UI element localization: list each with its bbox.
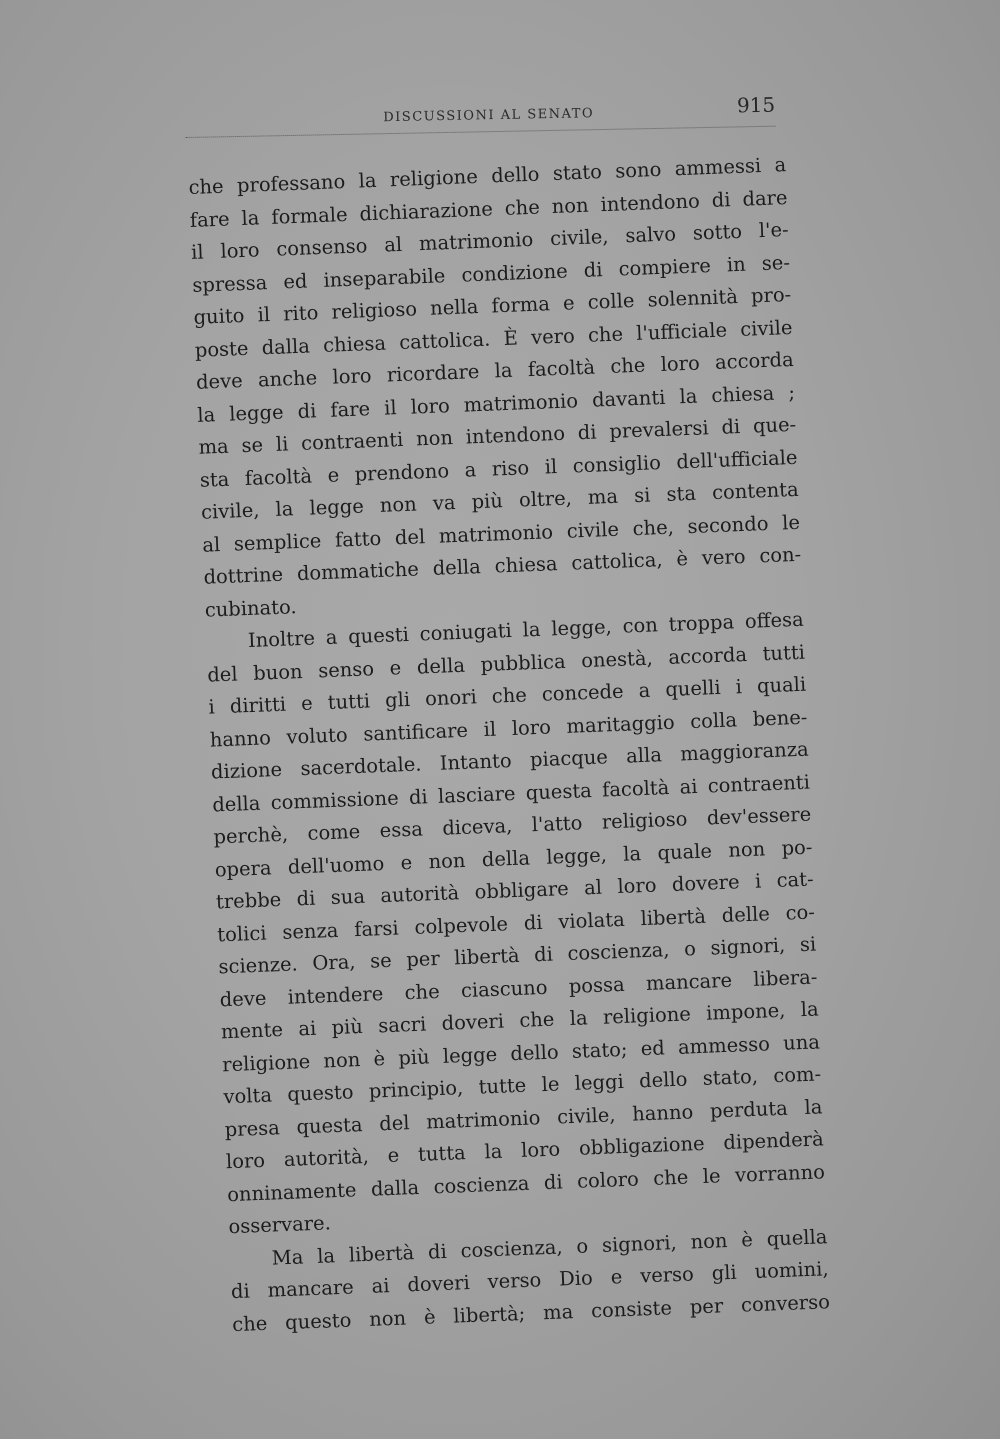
text-line: che questo non è libertà; ma consiste per converso bbox=[231, 1289, 831, 1336]
text-line: che professano la religione dello stato sono ammessi a bbox=[188, 153, 787, 199]
text-line: poste dalla chiesa cattolica. È vero che l'ufficiale civile bbox=[194, 315, 793, 362]
text-line: volta questo principio, tutte le leggi dello stato, com- bbox=[223, 1062, 822, 1109]
paragraph-end-line: osservare. bbox=[228, 1211, 332, 1239]
text-line: opera dell'uomo e non della legge, la quale non po- bbox=[214, 835, 813, 881]
text-line: scienze. Ora, se per libertà di coscienza, o signori, si bbox=[218, 932, 817, 979]
paragraph-start-line: Inoltre a questi coniugati la legge, con troppa offesa bbox=[247, 607, 805, 653]
text-line: deve anche loro ricordare la facoltà che loro accorda bbox=[195, 347, 795, 394]
text-line: deve intendere che ciascuno possa mancare libera- bbox=[219, 964, 818, 1011]
header-rule bbox=[186, 126, 776, 138]
text-line: perchè, come essa diceva, l'atto religioso dev'essere bbox=[213, 802, 812, 849]
text-line: onninamente dalla coscienza di coloro che le vorranno bbox=[226, 1159, 826, 1206]
body-text bbox=[188, 149, 830, 1341]
page-number: 915 bbox=[736, 92, 776, 118]
text-line: religione non è più legge dello stato; ed ammesso una bbox=[221, 1029, 821, 1076]
text-line: sta facoltà e prendono a riso il consiglio dell'ufficiale bbox=[199, 445, 798, 492]
text-line: di mancare ai doveri verso Dio e verso gli uomini, bbox=[230, 1257, 830, 1304]
page-header bbox=[185, 93, 776, 138]
text-line: la legge di fare il loro matrimonio davanti la chiesa ; bbox=[196, 380, 796, 427]
text-line: ma se li contraenti non intendono di prevalersi di que- bbox=[198, 412, 797, 459]
running-title: DISCUSSIONI AL SENATO bbox=[383, 106, 595, 126]
text-line: tolici senza farsi colpevole di violata libertà delle co- bbox=[216, 899, 816, 946]
text-line: dottrine dommatiche della chiesa cattolica, è vero con- bbox=[203, 542, 802, 589]
text-line: mente ai più sacri doveri che la religione impone, la bbox=[220, 997, 820, 1044]
text-line: al semplice fatto del matrimonio civile che, secondo le bbox=[201, 510, 801, 557]
text-line: trebbe di sua autorità obbligare al loro dovere i cat- bbox=[215, 867, 815, 914]
text-line: civile, la legge non va più oltre, ma si sta contenta bbox=[200, 477, 800, 524]
text-line: dizione sacerdotale. Intanto piacque alla maggioranza bbox=[210, 737, 810, 784]
text-line: hanno voluto santificare il loro maritaggio colla bene- bbox=[209, 705, 808, 752]
text-line: presa questa del matrimonio civile, hanno perduta la bbox=[224, 1094, 823, 1141]
text-line: guito il rito religioso nella forma e colle solennità pro- bbox=[193, 282, 792, 329]
text-line: i diritti e tutti gli onori che concede a quelli i quali bbox=[208, 672, 807, 719]
paragraph-start-line: Ma la libertà di coscienza, o signori, non è quella bbox=[271, 1224, 828, 1270]
text-line: del buon senso e della pubblica onestà, accorda tutti bbox=[206, 640, 806, 687]
text-line: fare la formale dichiarazione che non intendono di dare bbox=[189, 185, 788, 232]
text-line: il loro consenso al matrimonio civile, salvo sotto l'e- bbox=[190, 217, 790, 264]
text-line: della commissione di lasciare questa facoltà ai contraenti bbox=[211, 770, 811, 817]
paragraph-end-line: cubinato. bbox=[204, 594, 298, 622]
text-line: loro autorità, e tutta la loro obbligazione dipenderà bbox=[225, 1127, 825, 1174]
text-line: spressa ed inseparabile condizione di compiere in se- bbox=[191, 250, 791, 297]
